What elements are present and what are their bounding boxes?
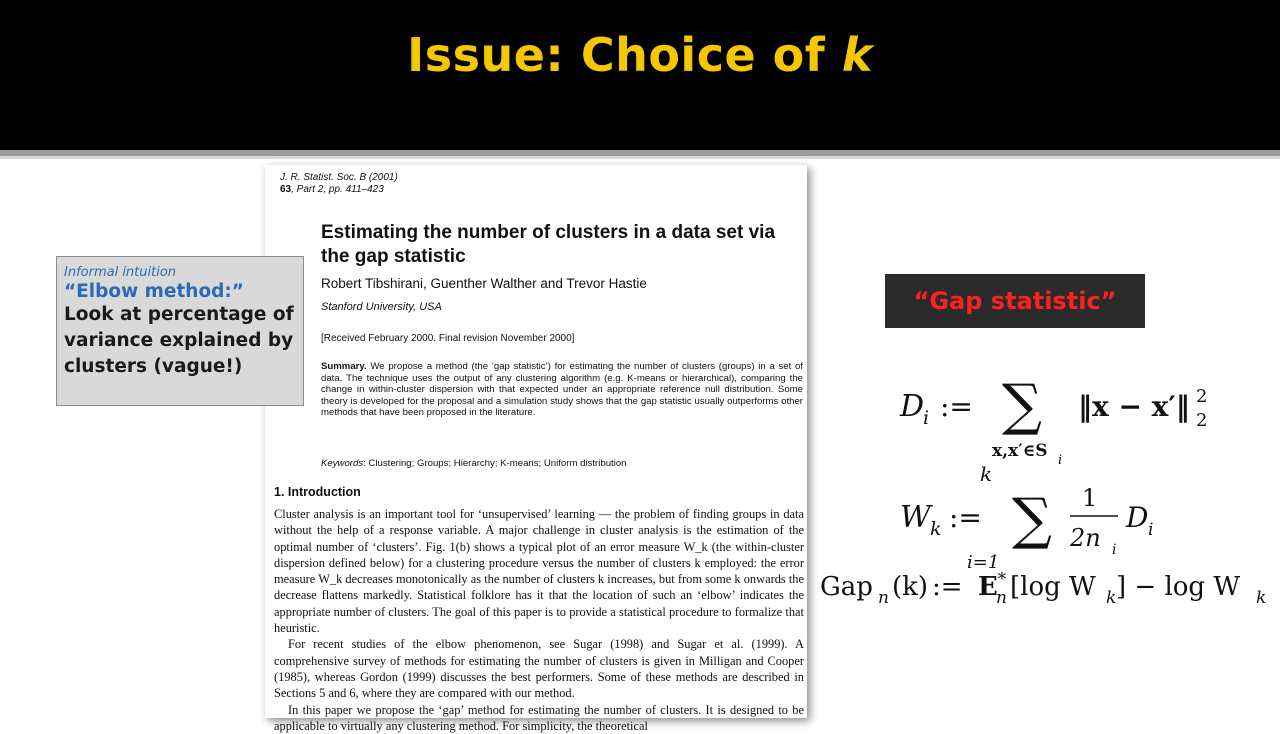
gap-assign: := — [932, 572, 963, 602]
intro-paragraph-3: In this paper we propose the ‘gap’ method for estimating the number of clusters. It is designed to be applicable to virtually any clustering method. For simplicity, the theoretical — [274, 702, 804, 733]
formula-svg — [812, 360, 1280, 620]
section-heading: 1. Introduction — [274, 485, 361, 499]
gap-statistic-badge: “Gap statistic” — [885, 274, 1145, 328]
d-sum-sub-i: i — [1058, 453, 1063, 468]
d-norm-sup: 2 — [1196, 386, 1208, 407]
paper-summary: Summary. We propose a method (the ‘gap statistic’) for estimating the number of clusters (groups) in a set of data. The technique uses the output of any clustering algorithm (e.g. K-means or hierarchical), comparing the change in within-cluster dispersion with that expected under an appropriate reference null distribution. Some theory is developed for the proposal and a simulation study shows that the gap statistic usually outperforms other methods that have been proposed in the literature. — [321, 361, 803, 419]
formula-w — [900, 462, 1153, 573]
d-norm: ‖x − x′‖ — [1078, 390, 1190, 423]
gap-close: ] − log W — [1116, 572, 1241, 602]
d-sum-sign: ∑ — [1002, 373, 1042, 438]
volume-ref: 63, Part 2, pp. 411–423 — [280, 184, 384, 195]
d-norm-sub: 2 — [1196, 410, 1208, 431]
w-d-term: D — [1126, 501, 1149, 534]
title-divider-light — [0, 156, 1280, 159]
intro-text — [274, 506, 804, 734]
intro-paragraph-1: Cluster analysis is an important tool for ‘unsupervised’ learning — the problem of finding groups in data without the help of a response variable. A major challenge in cluster analysis is the estimation of the optimal number of ‘clusters’. Fig. 1(b) shows a typical plot of an error measure W_k (the within-cluster dispersion defined below) for a clustering procedure versus the number of clusters k employed: the error measure W_k decreases monotonically as the number of clusters k increases, but from some k onwards the decrease flattens markedly. Statistical folklore has it that the location of such an ‘elbow’ indicates the appropriate number of clusters. The goal of this paper is to provide a statistical procedure to formalize that heuristic. — [274, 507, 804, 636]
w-sub: k — [930, 518, 942, 540]
paper-affiliation: Stanford University, USA — [321, 301, 442, 313]
gap-end-sub: k — [1256, 588, 1267, 608]
callout-heading: “Elbow method:” — [64, 281, 244, 302]
paper-received: [Received February 2000. Final revision November 2000] — [321, 333, 575, 344]
gap-log: [log W — [1010, 572, 1096, 602]
gap-e: E — [978, 572, 998, 602]
gap-sub: n — [878, 588, 889, 608]
w-frac-den-sub: i — [1112, 542, 1117, 558]
d-sub: i — [923, 407, 930, 429]
callout-label: Informal intuition — [64, 265, 177, 280]
w-sum-sup: k — [980, 462, 993, 486]
paper-authors: Robert Tibshirani, Guenther Walther and Trevor Hastie — [321, 276, 647, 291]
formulas — [812, 360, 1280, 620]
callout-body: Look at percentage of variance explained by clusters (vague!) — [64, 304, 294, 377]
intro-paragraph-2: For recent studies of the elbow phenomenon, see Sugar (1998) and Sugar et al. (1999). A comprehensive survey of methods for estimating the number of clusters is given in Milligan and Cooper (1985), whereas Gordon (1999) discusses the best performers. Some of these methods are described in Sections 5 and 6, where they are compared with our method. — [274, 637, 804, 701]
w-lhs: W — [900, 500, 931, 535]
d-sum-sub: x,x′∈S — [992, 441, 1048, 461]
gap-e-sup: ∗ — [996, 566, 1008, 586]
journal-ref: J. R. Statist. Soc. B (2001) — [280, 172, 398, 183]
slide-title: Issue: Choice of k — [407, 28, 873, 82]
w-sum-sub: i=1 — [967, 552, 1000, 573]
gap-lhs: Gap — [820, 572, 873, 602]
gap-e-sub: n — [996, 588, 1007, 608]
w-assign: := — [949, 501, 982, 534]
elbow-callout — [56, 256, 304, 406]
formula-gap — [820, 566, 1266, 608]
w-d-term-sub: i — [1148, 520, 1154, 540]
gap-log-sub: k — [1106, 588, 1117, 608]
w-sum-sign: ∑ — [1012, 487, 1052, 552]
paper-page — [265, 165, 807, 733]
gap-arg: (k) — [892, 572, 929, 602]
formula-d — [899, 373, 1207, 468]
w-frac-num: 1 — [1082, 484, 1098, 512]
w-frac-den: 2n — [1070, 524, 1101, 552]
d-lhs: D — [900, 389, 925, 424]
paper-title: Estimating the number of clusters in a data set via the gap statistic — [321, 222, 776, 267]
paper-keywords: Keywords: Clustering; Groups; Hierarchy; K-means; Uniform distribution — [321, 458, 627, 469]
d-assign: := — [940, 390, 973, 423]
